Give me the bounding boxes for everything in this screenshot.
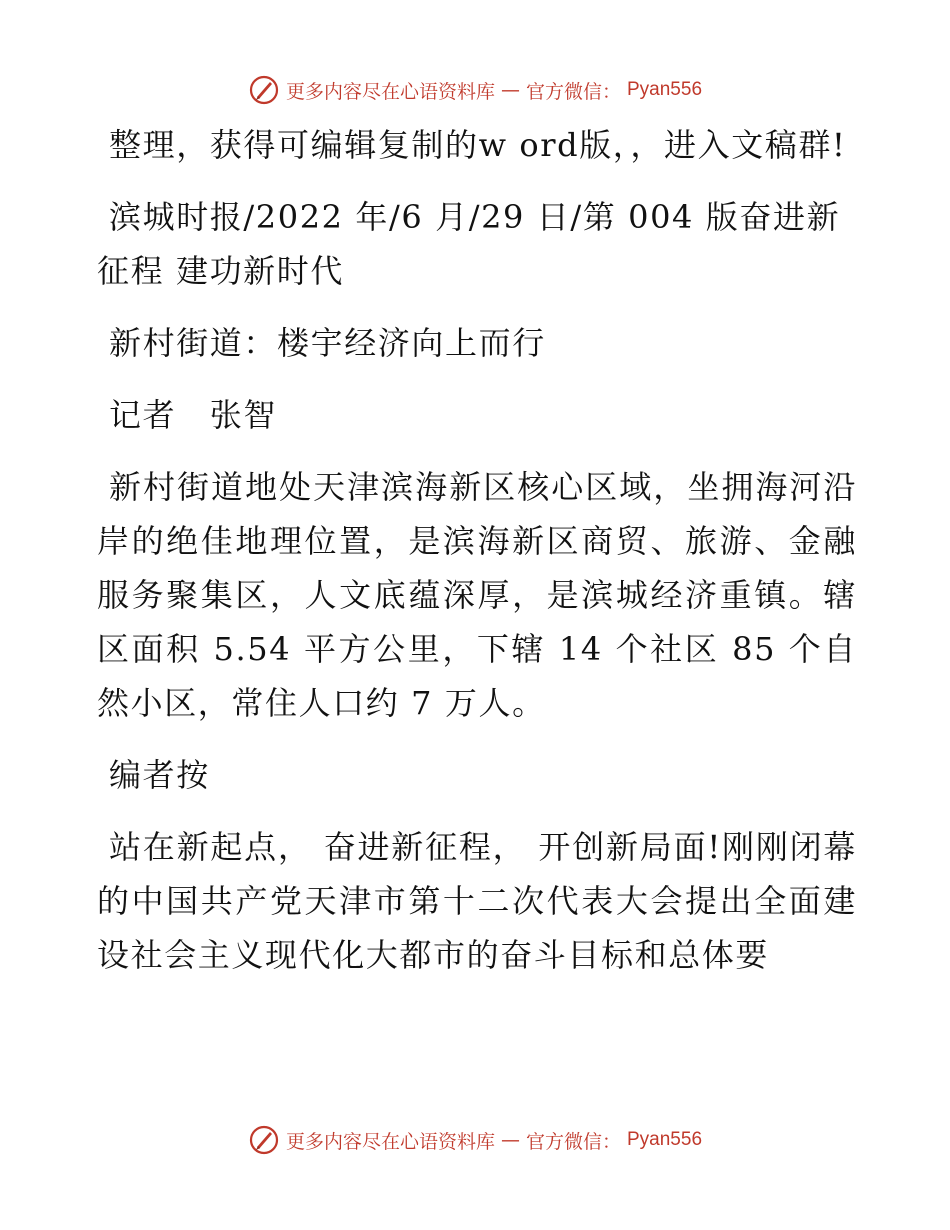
intro-paragraph: 整理，获得可编辑复制的w ord版，，进入文稿群!: [109, 126, 847, 164]
watermark-wechat-id: Pyan556: [627, 1129, 703, 1150]
article-title: 新村街道：楼宇经济向上而行: [109, 324, 546, 362]
watermark-brand: 更多内容尽在心语资料库: [285, 1130, 495, 1153]
watermark-brand: 更多内容尽在心语资料库: [285, 80, 495, 103]
body-paragraph-1: 新村街道地处天津滨海新区核心区域，坐拥海河沿岸的绝佳地理位置，是滨海新区商贸、旅游、金融服务聚集区，人文底蕴深厚，是滨城经济重镇。辖区面积 5.54 平方公里，下辖 14 个社区 85 个自然小区，常住人口约 7 万人。: [97, 468, 857, 722]
editor-note-heading: 编者按: [109, 756, 210, 794]
watermark-dash: —: [500, 79, 520, 101]
quill-seal-icon: [248, 1124, 280, 1156]
watermark-official-label: 官方微信：: [525, 1130, 621, 1153]
source-line: 滨城时报/2022 年/6 月/29 日/第 004 版奋进新征程 建功新时代: [97, 198, 841, 290]
watermark-official-label: 官方微信：: [525, 80, 621, 103]
header-watermark: [0, 70, 950, 110]
byline: 记者 张智: [109, 396, 278, 434]
watermark-dash: —: [500, 1129, 520, 1151]
watermark-wechat-id: Pyan556: [627, 79, 703, 100]
quill-seal-icon: [248, 74, 280, 106]
footer-watermark: [0, 1120, 950, 1160]
body-paragraph-2: 站在新起点， 奋进新征程， 开创新局面!刚刚闭幕的中国共产党天津市第十二次代表大会提出全面建设社会主义现代化大都市的奋斗目标和总体要: [97, 828, 857, 974]
document-body: [97, 118, 857, 1000]
